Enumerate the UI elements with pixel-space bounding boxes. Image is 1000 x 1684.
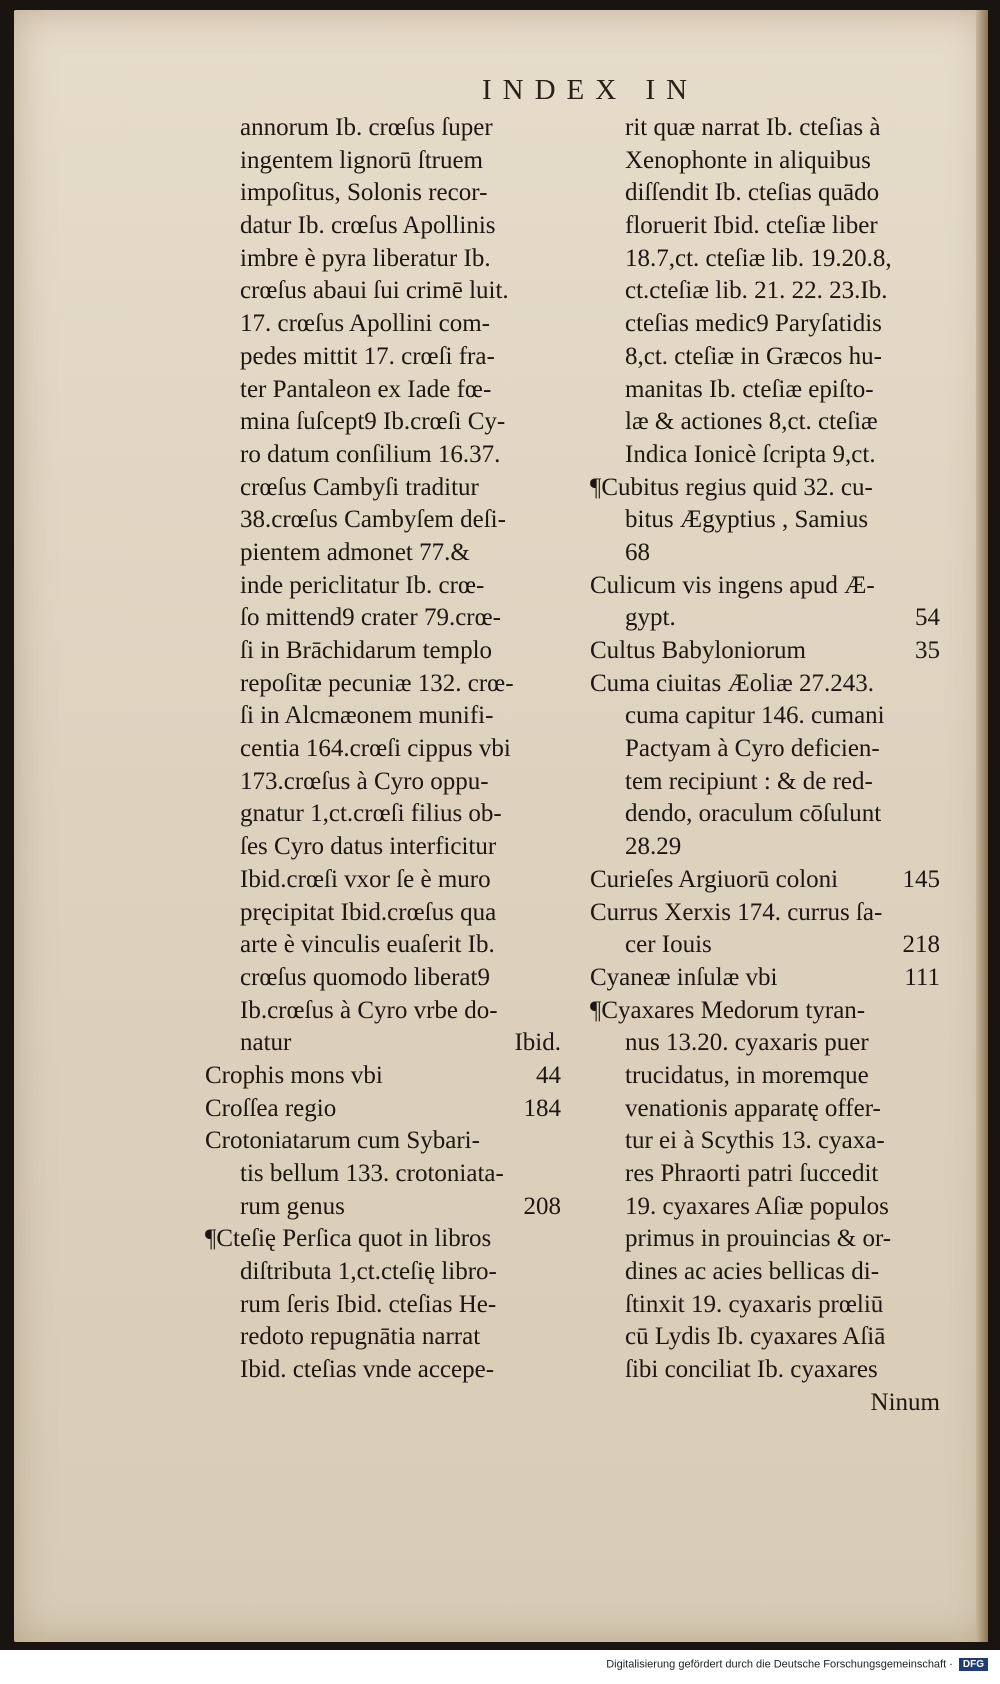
index-line-text: datur Ib. crœſus Apollinis	[240, 212, 496, 240]
index-line-text: cū Lydis Ib. cyaxares Aſiā	[625, 1323, 886, 1351]
index-line-text: pedes mittit 17. crœſi fra-	[240, 342, 495, 370]
index-line-text: Xenophonte in aliquibus	[625, 146, 871, 174]
index-line	[205, 831, 561, 864]
index-line-text: gnatur 1,ct.crœſi filius ob-	[240, 800, 502, 828]
index-line-text: rum genus	[240, 1192, 345, 1220]
index-line	[590, 1223, 940, 1256]
index-line-text: cteſias medic9 Paryſatidis	[625, 310, 882, 338]
index-line	[590, 570, 940, 603]
index-line-text: bitus Ægyptius , Samius	[625, 506, 869, 534]
index-line	[205, 995, 561, 1028]
index-line-text: Croſſea regio	[205, 1094, 337, 1122]
index-line	[205, 275, 561, 308]
index-line-text: ct.cteſiæ lib. 21. 22. 23.Ib.	[625, 277, 888, 305]
index-line-text: Crophis mons vbi	[205, 1061, 383, 1089]
index-line-text: 68	[625, 538, 650, 566]
index-line	[590, 864, 940, 897]
index-column-right	[590, 112, 940, 1420]
index-line	[205, 897, 561, 930]
index-line-text: ſes Cyro datus interficitur	[240, 833, 497, 861]
index-line-text: gypt.	[625, 604, 676, 632]
index-page-ref: 184	[523, 1094, 561, 1122]
index-line	[205, 504, 561, 537]
index-line	[205, 929, 561, 962]
index-line-text: Culicum vis ingens apud Æ-	[590, 571, 875, 599]
index-line-text: 38.crœſus Cambyſem deſi-	[240, 506, 506, 534]
index-line-text: Cuma ciuitas Æoliæ 27.243.	[590, 669, 875, 697]
index-line-text: crœſus Cambyſi traditur	[240, 473, 479, 501]
index-line-text: floruerit Ibid. cteſiæ liber	[625, 212, 878, 240]
running-header: INDEX IN	[482, 74, 699, 106]
index-line	[205, 1354, 561, 1387]
index-line	[205, 1027, 561, 1060]
index-line-text: rum ſeris Ibid. cteſias He-	[240, 1290, 497, 1318]
index-line	[590, 504, 940, 537]
index-line	[205, 210, 561, 243]
index-line	[205, 472, 561, 505]
index-line	[590, 1125, 940, 1158]
index-line-text: crœſus quomodo liberat9	[240, 963, 490, 991]
index-line	[590, 995, 940, 1028]
index-line-text: dines ac acies bellicas di-	[625, 1258, 880, 1286]
index-line	[590, 1027, 940, 1060]
index-line-text: primus in prouincias & or-	[625, 1225, 892, 1253]
footer-text: Digitalisierung gefördert durch die Deutsche Forschungsgemeinschaft ·	[606, 1658, 953, 1671]
index-page-ref: 111	[904, 963, 940, 991]
index-line-text: manitas Ib. cteſiæ epiſto-	[625, 375, 874, 403]
index-line	[205, 962, 561, 995]
index-line-text: Ibid.crœſi vxor ſe è muro	[240, 865, 491, 893]
index-line	[590, 275, 940, 308]
index-line	[590, 472, 940, 505]
index-line	[205, 635, 561, 668]
index-line-text: mina ſuſcept9 Ib.crœſi Cy-	[240, 408, 506, 436]
index-line-text: diſtributa 1,ct.cteſię libro-	[240, 1258, 497, 1286]
index-line-text: tem recipiunt : & de red-	[625, 767, 873, 795]
index-line-text: læ & actiones 8,ct. cteſiæ	[625, 408, 878, 436]
index-line	[590, 1191, 940, 1224]
index-line	[205, 1093, 561, 1126]
index-line	[590, 700, 940, 733]
index-line	[590, 210, 940, 243]
index-line-text: pientem admonet 77.&	[240, 538, 470, 566]
index-line-text: repoſitæ pecuniæ 132. crœ-	[240, 669, 514, 697]
index-line	[590, 1321, 940, 1354]
index-line-text: annorum Ib. crœſus ſuper	[240, 114, 493, 141]
index-line-text: ſtinxit 19. cyaxaris prœliū	[625, 1290, 884, 1318]
index-line	[590, 1387, 940, 1420]
index-line	[590, 962, 940, 995]
index-line-text: cer Iouis	[625, 931, 712, 959]
index-line	[205, 602, 561, 635]
index-line	[590, 897, 940, 930]
index-line-text: tur ei à Scythis 13. cyaxa-	[625, 1127, 885, 1155]
index-line-text: 173.crœſus à Cyro oppu-	[240, 767, 489, 795]
index-line	[205, 341, 561, 374]
index-line	[590, 1158, 940, 1191]
index-line-text: venationis apparatę offer-	[625, 1094, 881, 1122]
index-line	[590, 1289, 940, 1322]
index-line	[590, 112, 940, 145]
index-line-text: crœſus abaui ſui crimē luit.	[240, 277, 509, 305]
index-line	[205, 700, 561, 733]
index-line-text: redoto repugnātia narrat	[240, 1323, 481, 1351]
index-line-text: ¶Cubitus regius quid 32. cu-	[590, 473, 873, 501]
index-line-text: Ibid. cteſias vnde accepe-	[240, 1356, 495, 1384]
index-line-text: natur	[240, 1029, 292, 1057]
index-line-text: ſi in Brāchidarum templo	[240, 637, 493, 664]
index-line	[205, 668, 561, 701]
index-line	[205, 1289, 561, 1322]
index-line	[205, 864, 561, 897]
index-line-text: ingentem lignorū ſtruem	[240, 146, 484, 174]
index-line	[205, 1191, 561, 1224]
index-line	[205, 308, 561, 341]
footer-credit	[0, 1658, 988, 1671]
index-line	[205, 1256, 561, 1289]
index-line	[205, 733, 561, 766]
index-line	[205, 1125, 561, 1158]
index-line	[590, 1354, 940, 1387]
index-line-text: Cultus Babyloniorum	[590, 637, 806, 664]
index-line	[205, 1060, 561, 1093]
index-line-text: Currus Xerxis 174. currus ſa-	[590, 898, 883, 926]
index-line-text: impoſitus, Solonis recor-	[240, 179, 488, 207]
index-line	[205, 1158, 561, 1191]
index-line	[590, 308, 940, 341]
index-line	[590, 243, 940, 276]
index-line-text: ter Pantaleon ex Iade fœ-	[240, 375, 492, 403]
index-line	[590, 635, 940, 668]
index-line	[205, 177, 561, 210]
index-line-text: dendo, oraculum cōſulunt	[625, 800, 882, 828]
index-line	[205, 1321, 561, 1354]
index-line-text: cuma capitur 146. cumani	[625, 702, 885, 730]
index-line	[590, 766, 940, 799]
index-line-text: Curieſes Argiuorū coloni	[590, 865, 839, 893]
index-line-text: 28.29	[625, 833, 682, 861]
index-line-text: ſi in Alcmæonem munifi-	[240, 702, 494, 730]
index-line	[205, 439, 561, 472]
index-line	[590, 145, 940, 178]
index-line	[205, 798, 561, 831]
index-line	[205, 766, 561, 799]
index-line	[590, 668, 940, 701]
index-line-text: inde periclitatur Ib. crœ-	[240, 571, 485, 599]
index-line-text: centia 164.crœſi cippus vbi	[240, 735, 511, 763]
index-line	[205, 145, 561, 178]
index-page-ref: Ninum	[870, 1388, 940, 1416]
index-line	[205, 243, 561, 276]
index-line-text: tis bellum 133. crotoniata-	[240, 1160, 504, 1187]
index-line-text: 8,ct. cteſiæ in Græcos hu-	[625, 342, 882, 370]
index-line	[205, 374, 561, 407]
index-page-ref: Ibid.	[514, 1029, 561, 1057]
index-line	[590, 602, 940, 635]
index-line-text: trucidatus, in moremque	[625, 1061, 869, 1089]
index-line-text: 18.7,ct. cteſiæ lib. 19.20.8,	[625, 244, 892, 272]
dfg-logo: DFG	[959, 1658, 988, 1671]
index-line	[590, 439, 940, 472]
index-line	[590, 537, 940, 570]
index-line	[205, 1223, 561, 1256]
index-line	[205, 537, 561, 570]
index-line-text: Pactyam à Cyro deficien-	[625, 735, 880, 763]
index-line	[205, 570, 561, 603]
index-line	[205, 112, 561, 145]
index-line-text: ſibi conciliat Ib. cyaxares	[625, 1356, 878, 1384]
index-line-text: 17. crœſus Apollini com-	[240, 310, 490, 338]
page-edge	[976, 10, 988, 1642]
index-line	[590, 929, 940, 962]
index-line	[590, 374, 940, 407]
index-line-text: Cyaneæ inſulæ vbi	[590, 963, 778, 991]
index-line-text: Crotoniatarum cum Sybari-	[205, 1127, 480, 1155]
index-page-ref: 54	[915, 604, 940, 632]
index-line-text: ro datum conſilium 16.37.	[240, 440, 501, 468]
index-line-text: Indica Ionicè ſcripta 9,ct.	[625, 440, 876, 468]
index-column-left	[205, 112, 561, 1387]
index-page-ref: 35	[915, 637, 940, 664]
index-line	[590, 1060, 940, 1093]
index-line-text: rit quæ narrat Ib. cteſias à	[625, 114, 881, 141]
index-line-text: Ib.crœſus à Cyro vrbe do-	[240, 996, 498, 1024]
index-line-text: ¶Cteſię Perſica quot in libros	[205, 1225, 492, 1253]
index-line	[590, 177, 940, 210]
index-line	[590, 1093, 940, 1126]
index-line-text: res Phraorti patri ſuccedit	[625, 1160, 879, 1187]
index-line-text: nus 13.20. cyaxaris puer	[625, 1029, 869, 1057]
index-line-text: 19. cyaxares Aſiæ populos	[625, 1192, 889, 1220]
index-line-text: ſo mittend9 crater 79.crœ-	[240, 604, 502, 632]
index-page-ref: 44	[536, 1061, 561, 1089]
index-line	[590, 406, 940, 439]
index-page-ref: 145	[902, 865, 940, 893]
index-line	[590, 798, 940, 831]
index-line	[590, 1256, 940, 1289]
index-line	[205, 406, 561, 439]
index-line-text: diſſendit Ib. cteſias quādo	[625, 179, 880, 207]
index-line	[590, 831, 940, 864]
index-page-ref: 208	[523, 1192, 561, 1220]
index-line-text: arte è vinculis euaſerit Ib.	[240, 931, 495, 959]
index-line-text: pręcipitat Ibid.crœſus qua	[240, 898, 497, 926]
index-line	[590, 341, 940, 374]
index-page-ref: 218	[902, 931, 940, 959]
index-line-text: ¶Cyaxares Medorum tyran-	[590, 996, 866, 1024]
index-line-text: imbre è pyra liberatur Ib.	[240, 244, 491, 272]
index-line	[590, 733, 940, 766]
